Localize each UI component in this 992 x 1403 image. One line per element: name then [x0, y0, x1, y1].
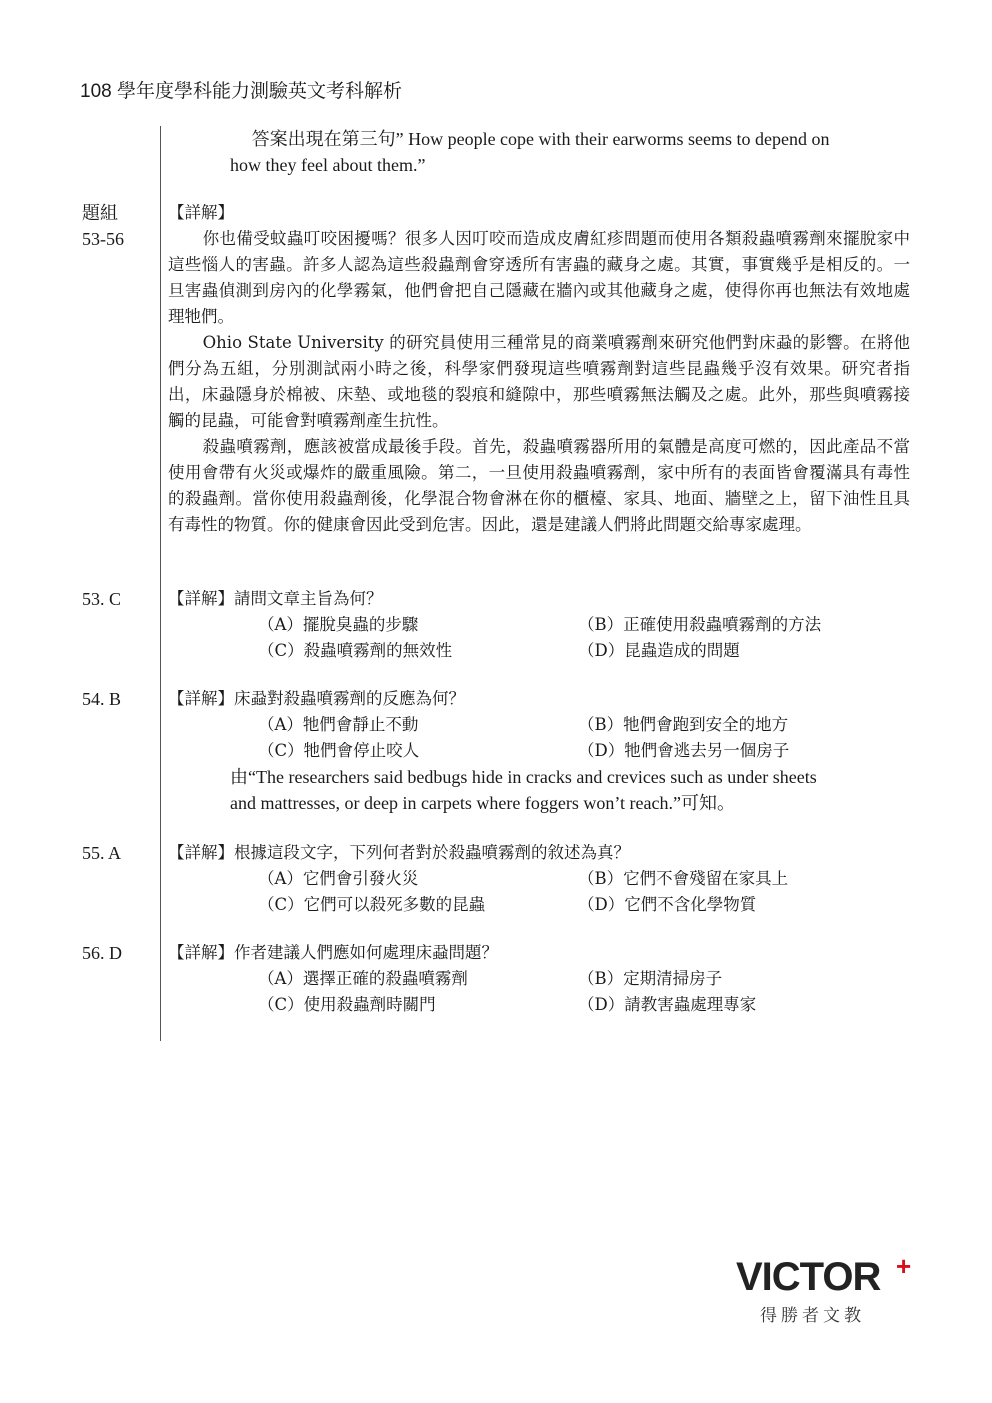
q55-option-c: （C）它們可以殺死多數的昆蟲: [258, 895, 486, 914]
q54-evidence-line-2: and mattresses, or deep in carpets where foggers won’t reach.”可知。: [230, 793, 735, 813]
q54-option-a: （A）牠們會靜止不動: [258, 715, 419, 734]
q55-option-b: （B）它們不會殘留在家具上: [578, 869, 789, 888]
previous-answer-note: [230, 126, 910, 178]
q55-option-d: （D）它們不含化學物質: [578, 895, 757, 914]
previous-answer-line-2: how they feel about them.”: [230, 155, 426, 175]
q54-evidence-note: [230, 764, 920, 816]
question-label-53: 53. C: [82, 589, 122, 609]
q54-evidence-line-1: 由“The researchers said bedbugs hide in cracks and crevices such as under sheets: [230, 767, 817, 787]
q53-option-a: （A）擺脫臭蟲的步驟: [258, 615, 419, 634]
q56-option-a: （A）選擇正確的殺蟲噴霧劑: [258, 969, 468, 988]
q53-option-c: （C）殺蟲噴霧劑的無效性: [258, 641, 453, 660]
logo-plus-mark: +: [896, 1251, 912, 1281]
column-divider: [160, 126, 161, 1041]
question-label-56: 56. D: [82, 943, 122, 963]
q56-option-c: （C）使用殺蟲劑時關門: [258, 995, 436, 1014]
q54-option-c: （C）牠們會停止咬人: [258, 741, 420, 760]
page-header-title: 108 學年度學科能力測驗英文考科解析: [80, 81, 402, 102]
question-label-54: 54. B: [82, 689, 122, 709]
q53-option-b: （B）正確使用殺蟲噴霧劑的方法: [578, 615, 822, 634]
q56-option-b: （B）定期清掃房子: [578, 969, 723, 988]
q54-option-b: （B）牠們會跑到安全的地方: [578, 715, 789, 734]
group-label: [82, 200, 124, 252]
q55-option-a: （A）它們會引發火災: [258, 869, 419, 888]
explanation-paragraph-1: 你也備受蚊蟲叮咬困擾嗎？很多人因叮咬而造成皮膚紅疹問題而使用各類殺蟲噴霧劑來擺脫家中這些惱人的害蟲。許多人認為這些殺蟲劑會穿透所有害蟲的藏身之處。其實，事實幾乎是相反的。一旦害蟲偵測到房內的化學霧氣，他們會把自己隱藏在牆內或其他藏身之處，使得你再也無法有效地處理牠們。: [168, 229, 910, 326]
explanation-heading: 【詳解】: [168, 203, 234, 222]
group-explanation: [168, 200, 910, 538]
q56-option-d: （D）請教害蟲處理專家: [578, 995, 757, 1014]
logo-wordmark: VICTOR: [736, 1255, 881, 1299]
question-prompt-56: 【詳解】作者建議人們應如何處理床蝨問題？: [168, 943, 498, 962]
q54-option-d: （D）牠們會逃去另一個房子: [578, 741, 790, 760]
question-prompt-54: 【詳解】床蝨對殺蟲噴霧劑的反應為何？: [168, 689, 465, 708]
previous-answer-line-1: 答案出現在第三句” How people cope with their earworms seems to depend on: [251, 129, 830, 149]
explanation-paragraph-3: 殺蟲噴霧劑，應該被當成最後手段。首先，殺蟲噴霧器所用的氣體是高度可燃的，因此產品不當使用會帶有火災或爆炸的嚴重風險。第二，一旦使用殺蟲噴霧劑，家中所有的表面皆會覆滿具有毒性的殺蟲劑。當你使用殺蟲劑後，化學混合物會淋在你的櫃檯、家具、地面、牆壁之上，留下油性且具有毒性的物質。你的健康會因此受到危害。因此，還是建議人們將此問題交給專家處理。: [168, 437, 910, 534]
question-label-55: 55. A: [82, 843, 122, 863]
group-label-line-1: 題組: [82, 203, 118, 223]
explanation-paragraph-2: Ohio State University 的研究員使用三種常見的商業噴霧劑來研究他們對床蝨的影響。在將他們分為五組，分別測試兩小時之後，科學家們發現這些噴霧劑對這些昆蟲幾乎沒有效果。研究者指出，床蝨隱身於棉被、床墊、或地毯的裂痕和縫隙中，那些噴霧無法觸及之處。此外，那些與噴霧接觸的昆蟲，可能會對噴霧劑產生抗性。: [168, 333, 910, 430]
logo-subtitle: 得勝者文教: [760, 1306, 865, 1326]
victor-logo: [736, 1251, 926, 1326]
q53-option-d: （D）昆蟲造成的問題: [578, 641, 740, 660]
group-label-line-2: 53-56: [82, 229, 124, 249]
question-prompt-55: 【詳解】根據這段文字，下列何者對於殺蟲噴霧劑的敘述為真？: [168, 843, 630, 862]
question-prompt-53: 【詳解】請問文章主旨為何？: [168, 589, 383, 608]
